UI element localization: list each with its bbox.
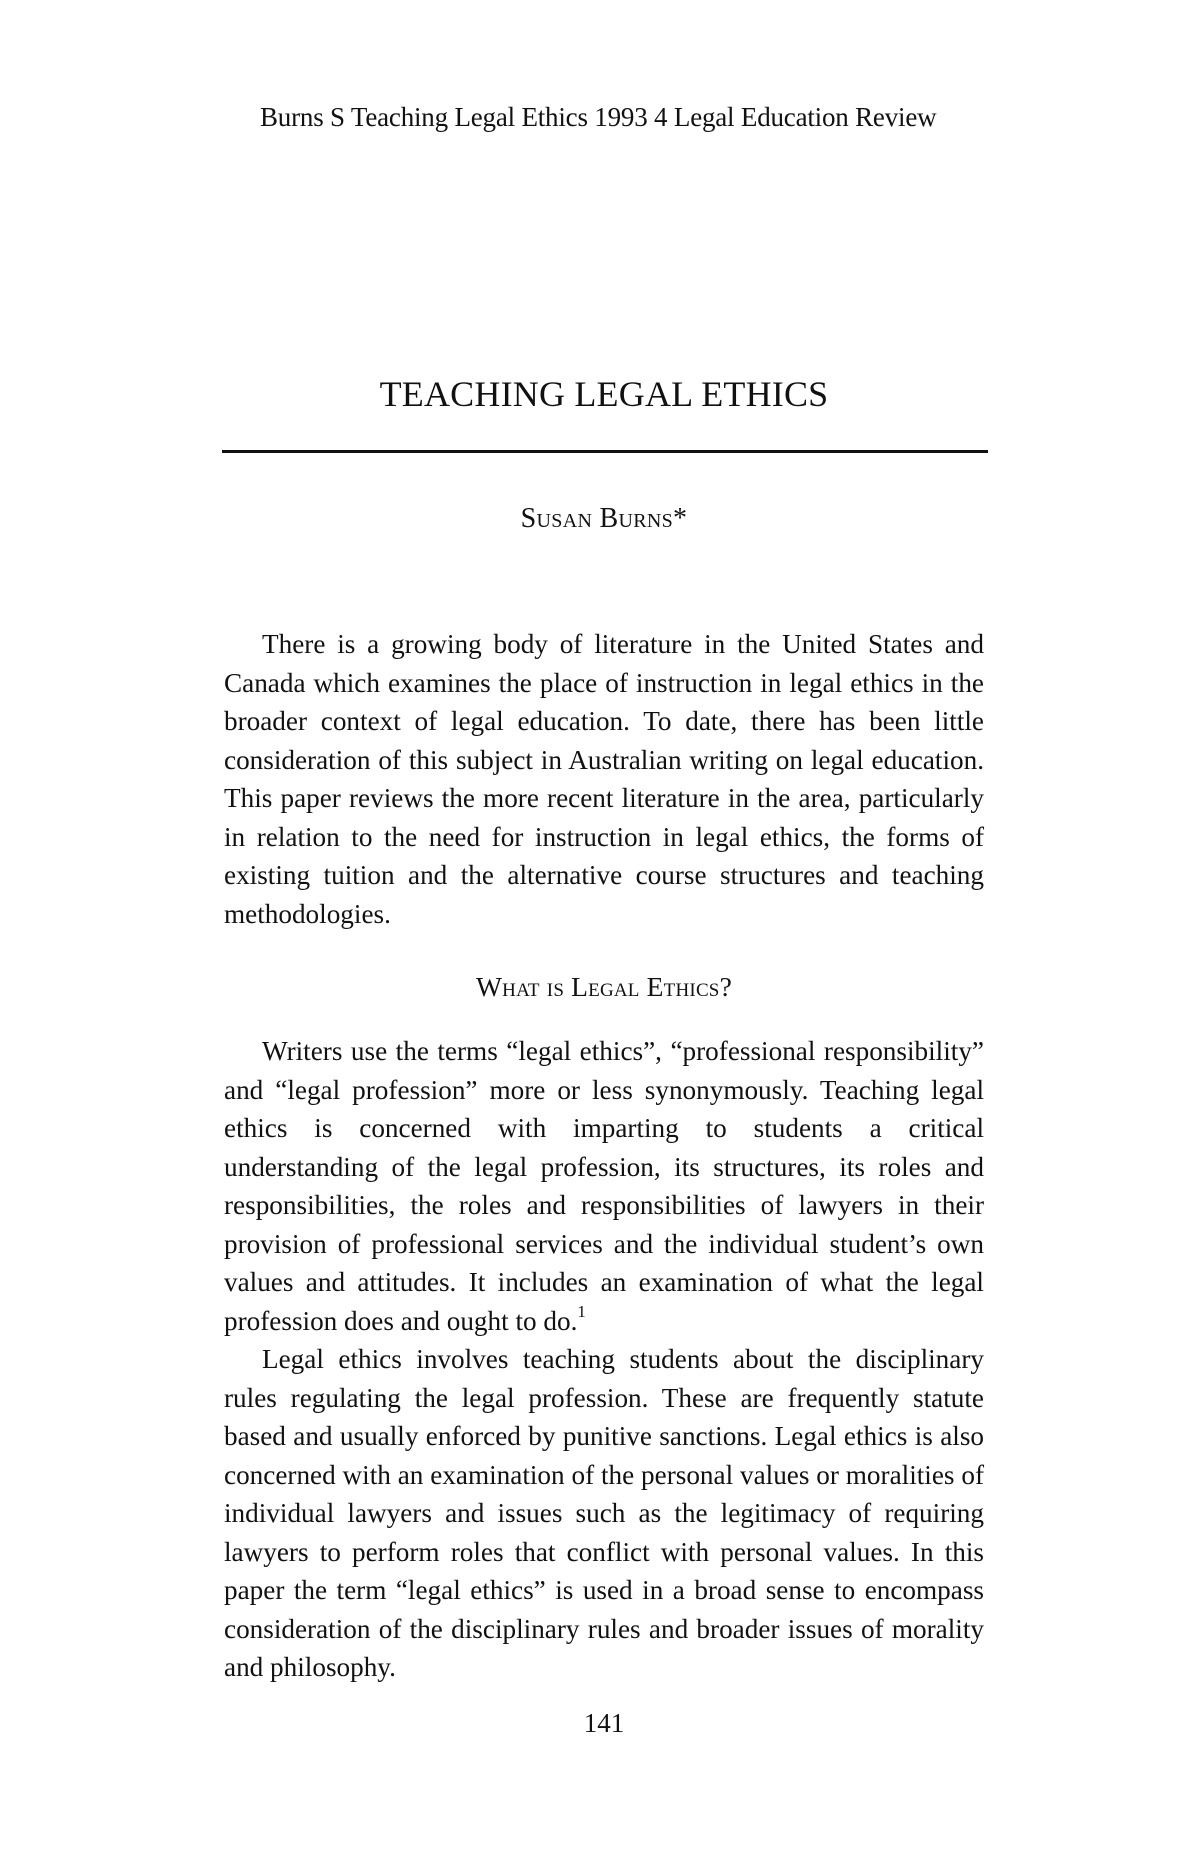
footnote-marker[interactable]: 1	[577, 1302, 586, 1322]
running-head: Burns S Teaching Legal Ethics 1993 4 Legal Education Review	[260, 102, 937, 132]
paragraph-text: Writers use the terms “legal ethics”, “professional responsibility” and “legal profession” more or less synonymously. Teaching legal ethics is concerned with imparting to students a critical understanding of the legal profession, its structures, its roles and responsibilities, the roles and responsibilities of lawyers in their provision of professional services and the individual student’s own values and attitudes. It includes an examination of what the legal profession does and ought to do.	[224, 1036, 984, 1336]
author-name: Susan Burns*	[520, 503, 688, 534]
body-paragraph	[224, 1032, 984, 1340]
body-paragraph	[224, 1340, 984, 1687]
abstract-paragraph: There is a growing body of literature in the United States and Canada which examines the place of instruction in legal ethics in the broader context of legal education. To date, there has been little consideration of this subject in Australian writing on legal education. This paper reviews the more recent literature in the area, particularly in relation to the need for instruction in legal ethics, the forms of existing tuition and the alternative course structures and teaching methodologies.	[224, 629, 984, 929]
section-heading: What is Legal Ethics?	[476, 971, 732, 1002]
page-number: 141	[583, 1708, 625, 1738]
title-rule	[222, 450, 988, 453]
abstract	[224, 625, 984, 933]
section-body	[224, 1032, 984, 1687]
article-title: TEACHING LEGAL ETHICS	[379, 374, 829, 414]
paragraph-text: Legal ethics involves teaching students about the disciplinary rules regulating the legal profession. These are frequently statute based and usually enforced by punitive sanctions. Legal ethics is also concerned with an examination of the personal values or moralities of individual lawyers and issues such as the legitimacy of requiring lawyers to perform roles that conflict with personal values. In this paper the term “legal ethics” is used in a broad sense to encompass consideration of the disciplinary rules and broader issues of morality and philosophy.	[224, 1344, 984, 1682]
